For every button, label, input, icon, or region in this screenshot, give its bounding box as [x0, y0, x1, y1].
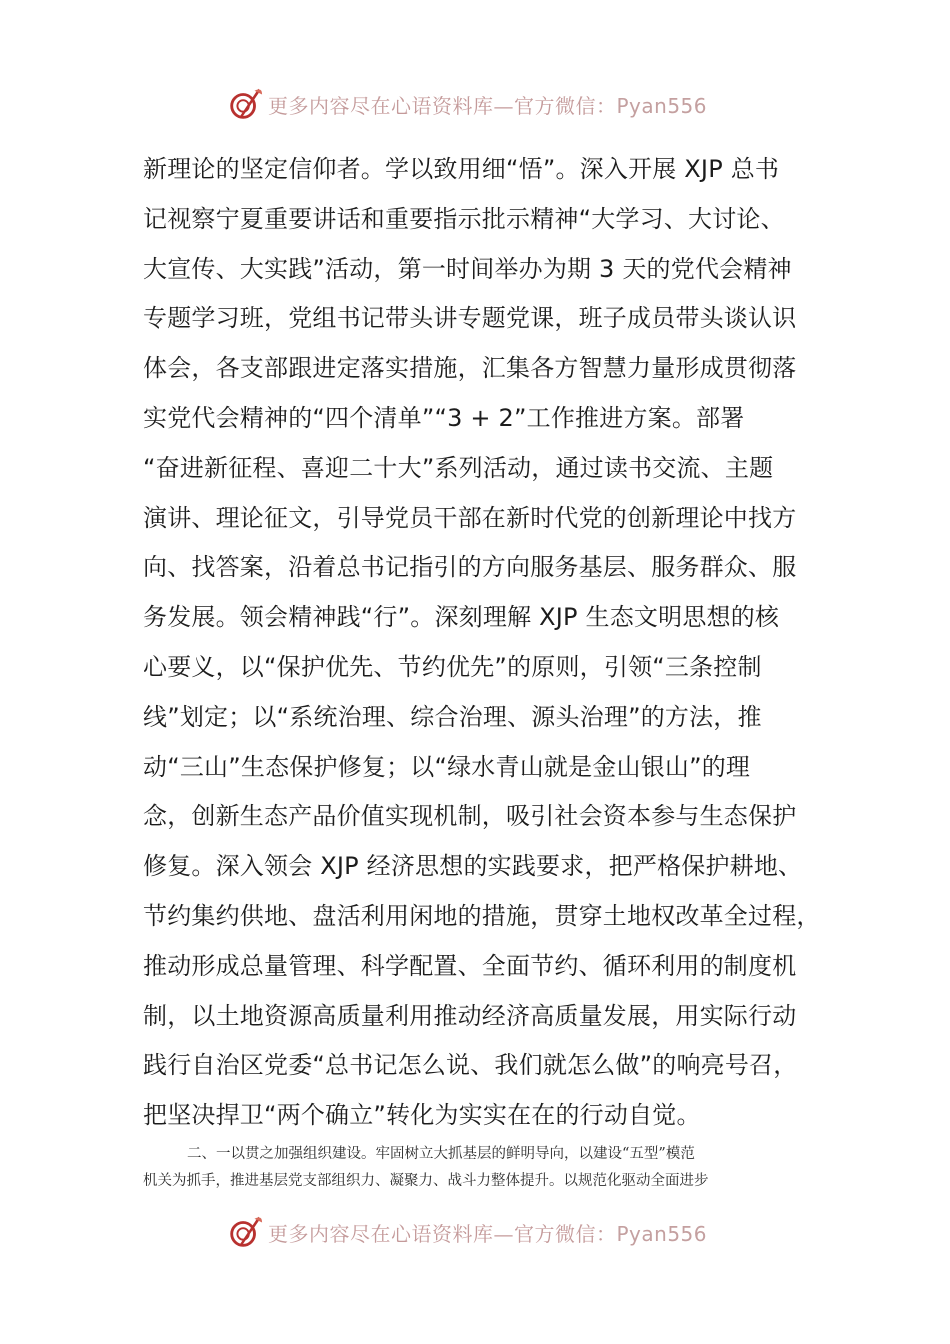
- quill-logo-icon: [226, 85, 264, 123]
- paragraph-line: 践行自治区党委“总书记怎么说、我们就怎么做”的响亮号召，: [143, 1051, 798, 1080]
- main-paragraph: [143, 145, 833, 1141]
- paragraph-line: 线”划定；以“系统治理、综合治理、源头治理”的方法，推: [143, 702, 762, 731]
- paragraph-line: 专题学习班，党组书记带头讲专题党课，班子成员带头谈认识: [143, 304, 797, 333]
- banner-main: 更多内容尽在心语资料库: [268, 93, 494, 118]
- paragraph-line: 念，创新生态产品价值实现机制，吸引社会资本参与生态保护: [143, 802, 797, 831]
- paragraph-line: 新理论的坚定信仰者。学以致用细“悟”。深入开展 XJP 总书: [143, 155, 780, 183]
- section-two-line: 机关为抓手，推进基层党支部组织力、凝聚力、战斗力整体提升。以规范化驱动全面进步: [143, 1173, 709, 1189]
- banner-wechat-label: 官方微信：: [514, 93, 617, 118]
- footer-banner: [226, 1210, 746, 1254]
- section-two-line: 二、一以贯之加强组织建设。牢固树立大抓基层的鲜明导向，以建设“五型”模范: [187, 1146, 695, 1162]
- paragraph-line: 推动形成总量管理、科学配置、全面节约、循环利用的制度机: [143, 951, 797, 980]
- banner-dash: —: [493, 1221, 514, 1246]
- banner-main: 更多内容尽在心语资料库: [268, 1221, 494, 1246]
- paragraph-line: 体会，各支部跟进定落实措施，汇集各方智慧力量形成贯彻落: [143, 354, 797, 383]
- banner-account: Pyan556: [616, 93, 708, 118]
- paragraph-line: 心要义，以“保护优先、节约优先”的原则，引领“三条控制: [143, 652, 762, 681]
- paragraph-line: 记视察宁夏重要讲话和重要指示批示精神“大学习、大讨论、: [143, 204, 785, 233]
- banner-dash: —: [493, 93, 514, 118]
- header-banner: [226, 82, 746, 126]
- paragraph-line: 节约集约供地、盘活利用闲地的措施，贯穿土地权改革全过程，: [143, 901, 821, 930]
- banner-text: [268, 90, 707, 119]
- paragraph-line: 大宣传、大实践”活动，第一时间举办为期 3 天的党代会精神: [143, 254, 792, 283]
- quill-logo-icon: [226, 1213, 264, 1251]
- paragraph-line: 实党代会精神的“四个清单”“3 + 2”工作推进方案。部署: [143, 403, 745, 432]
- paragraph-line: 演讲、理论征文，引导党员干部在新时代党的创新理论中找方: [143, 503, 797, 532]
- paragraph-line: 制，以土地资源高质量利用推动经济高质量发展，用实际行动: [143, 1001, 797, 1030]
- banner-text: [268, 1218, 707, 1247]
- paragraph-line: “奋进新征程、喜迎二十大”系列活动，通过读书交流、主题: [143, 453, 774, 482]
- paragraph-line: 务发展。领会精神践“行”。深刻理解 XJP 生态文明思想的核: [143, 603, 780, 632]
- banner-wechat-label: 官方微信：: [514, 1221, 617, 1246]
- paragraph-line: 向、找答案，沿着总书记指引的方向服务基层、服务群众、服: [143, 553, 797, 582]
- section-two: [143, 1141, 815, 1195]
- paragraph-line: 修复。深入领会 XJP 经济思想的实践要求，把严格保护耕地、: [143, 852, 803, 881]
- paragraph-line: 动“三山”生态保护修复；以“绿水青山就是金山银山”的理: [143, 752, 751, 781]
- banner-account: Pyan556: [616, 1221, 708, 1246]
- paragraph-line: 把坚决捍卫“两个确立”转化为实实在在的行动自觉。: [143, 1101, 701, 1130]
